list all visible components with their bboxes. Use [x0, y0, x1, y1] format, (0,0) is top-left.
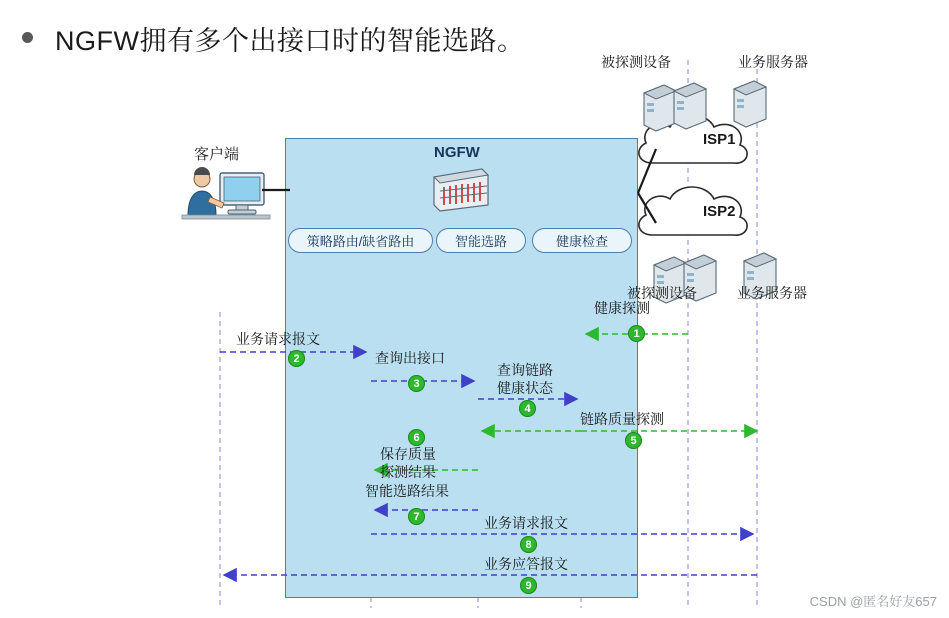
message-label-5: 链路质量探测	[580, 411, 664, 427]
pill-policy-route[interactable]: 策略路由/缺省路由	[288, 228, 433, 253]
isp2-label: ISP2	[703, 203, 736, 220]
message-label-4-line2: 健康状态	[497, 380, 553, 396]
message-label-2: 业务请求报文	[236, 331, 320, 347]
server-label-business-top: 业务服务器	[738, 54, 808, 70]
ngfw-label: NGFW	[434, 144, 480, 161]
page-title: NGFW拥有多个出接口时的智能选路。	[55, 26, 525, 56]
client-label: 客户端	[194, 146, 240, 163]
message-label-6-line1: 保存质量	[380, 446, 436, 462]
step-badge-2: 2	[288, 350, 305, 367]
message-label-3: 查询出接口	[375, 350, 445, 366]
message-label-4-line1: 查询链路	[497, 362, 553, 378]
pill-smart-routing[interactable]: 智能选路	[436, 228, 526, 253]
step-badge-8: 8	[520, 536, 537, 553]
pill-health-check[interactable]: 健康检查	[532, 228, 632, 253]
step-badge-5: 5	[625, 432, 642, 449]
server-label-business-bottom: 业务服务器	[737, 285, 807, 301]
server-label-probed-top: 被探测设备	[601, 54, 671, 70]
step-badge-4: 4	[519, 400, 536, 417]
message-label-7: 智能选路结果	[365, 483, 449, 499]
server-label-probed-bottom: 被探测设备	[627, 285, 697, 301]
step-badge-6: 6	[408, 429, 425, 446]
message-label-6-line2: 探测结果	[380, 464, 436, 480]
message-label-1: 健康探测	[594, 300, 650, 316]
step-badge-9: 9	[520, 577, 537, 594]
watermark: CSDN @匿名好友657	[809, 594, 937, 609]
isp1-label: ISP1	[703, 131, 736, 148]
step-badge-3: 3	[408, 375, 425, 392]
message-label-8: 业务请求报文	[484, 515, 568, 531]
step-badge-1: 1	[628, 325, 645, 342]
step-badge-7: 7	[408, 508, 425, 525]
message-label-9: 业务应答报文	[484, 556, 568, 572]
